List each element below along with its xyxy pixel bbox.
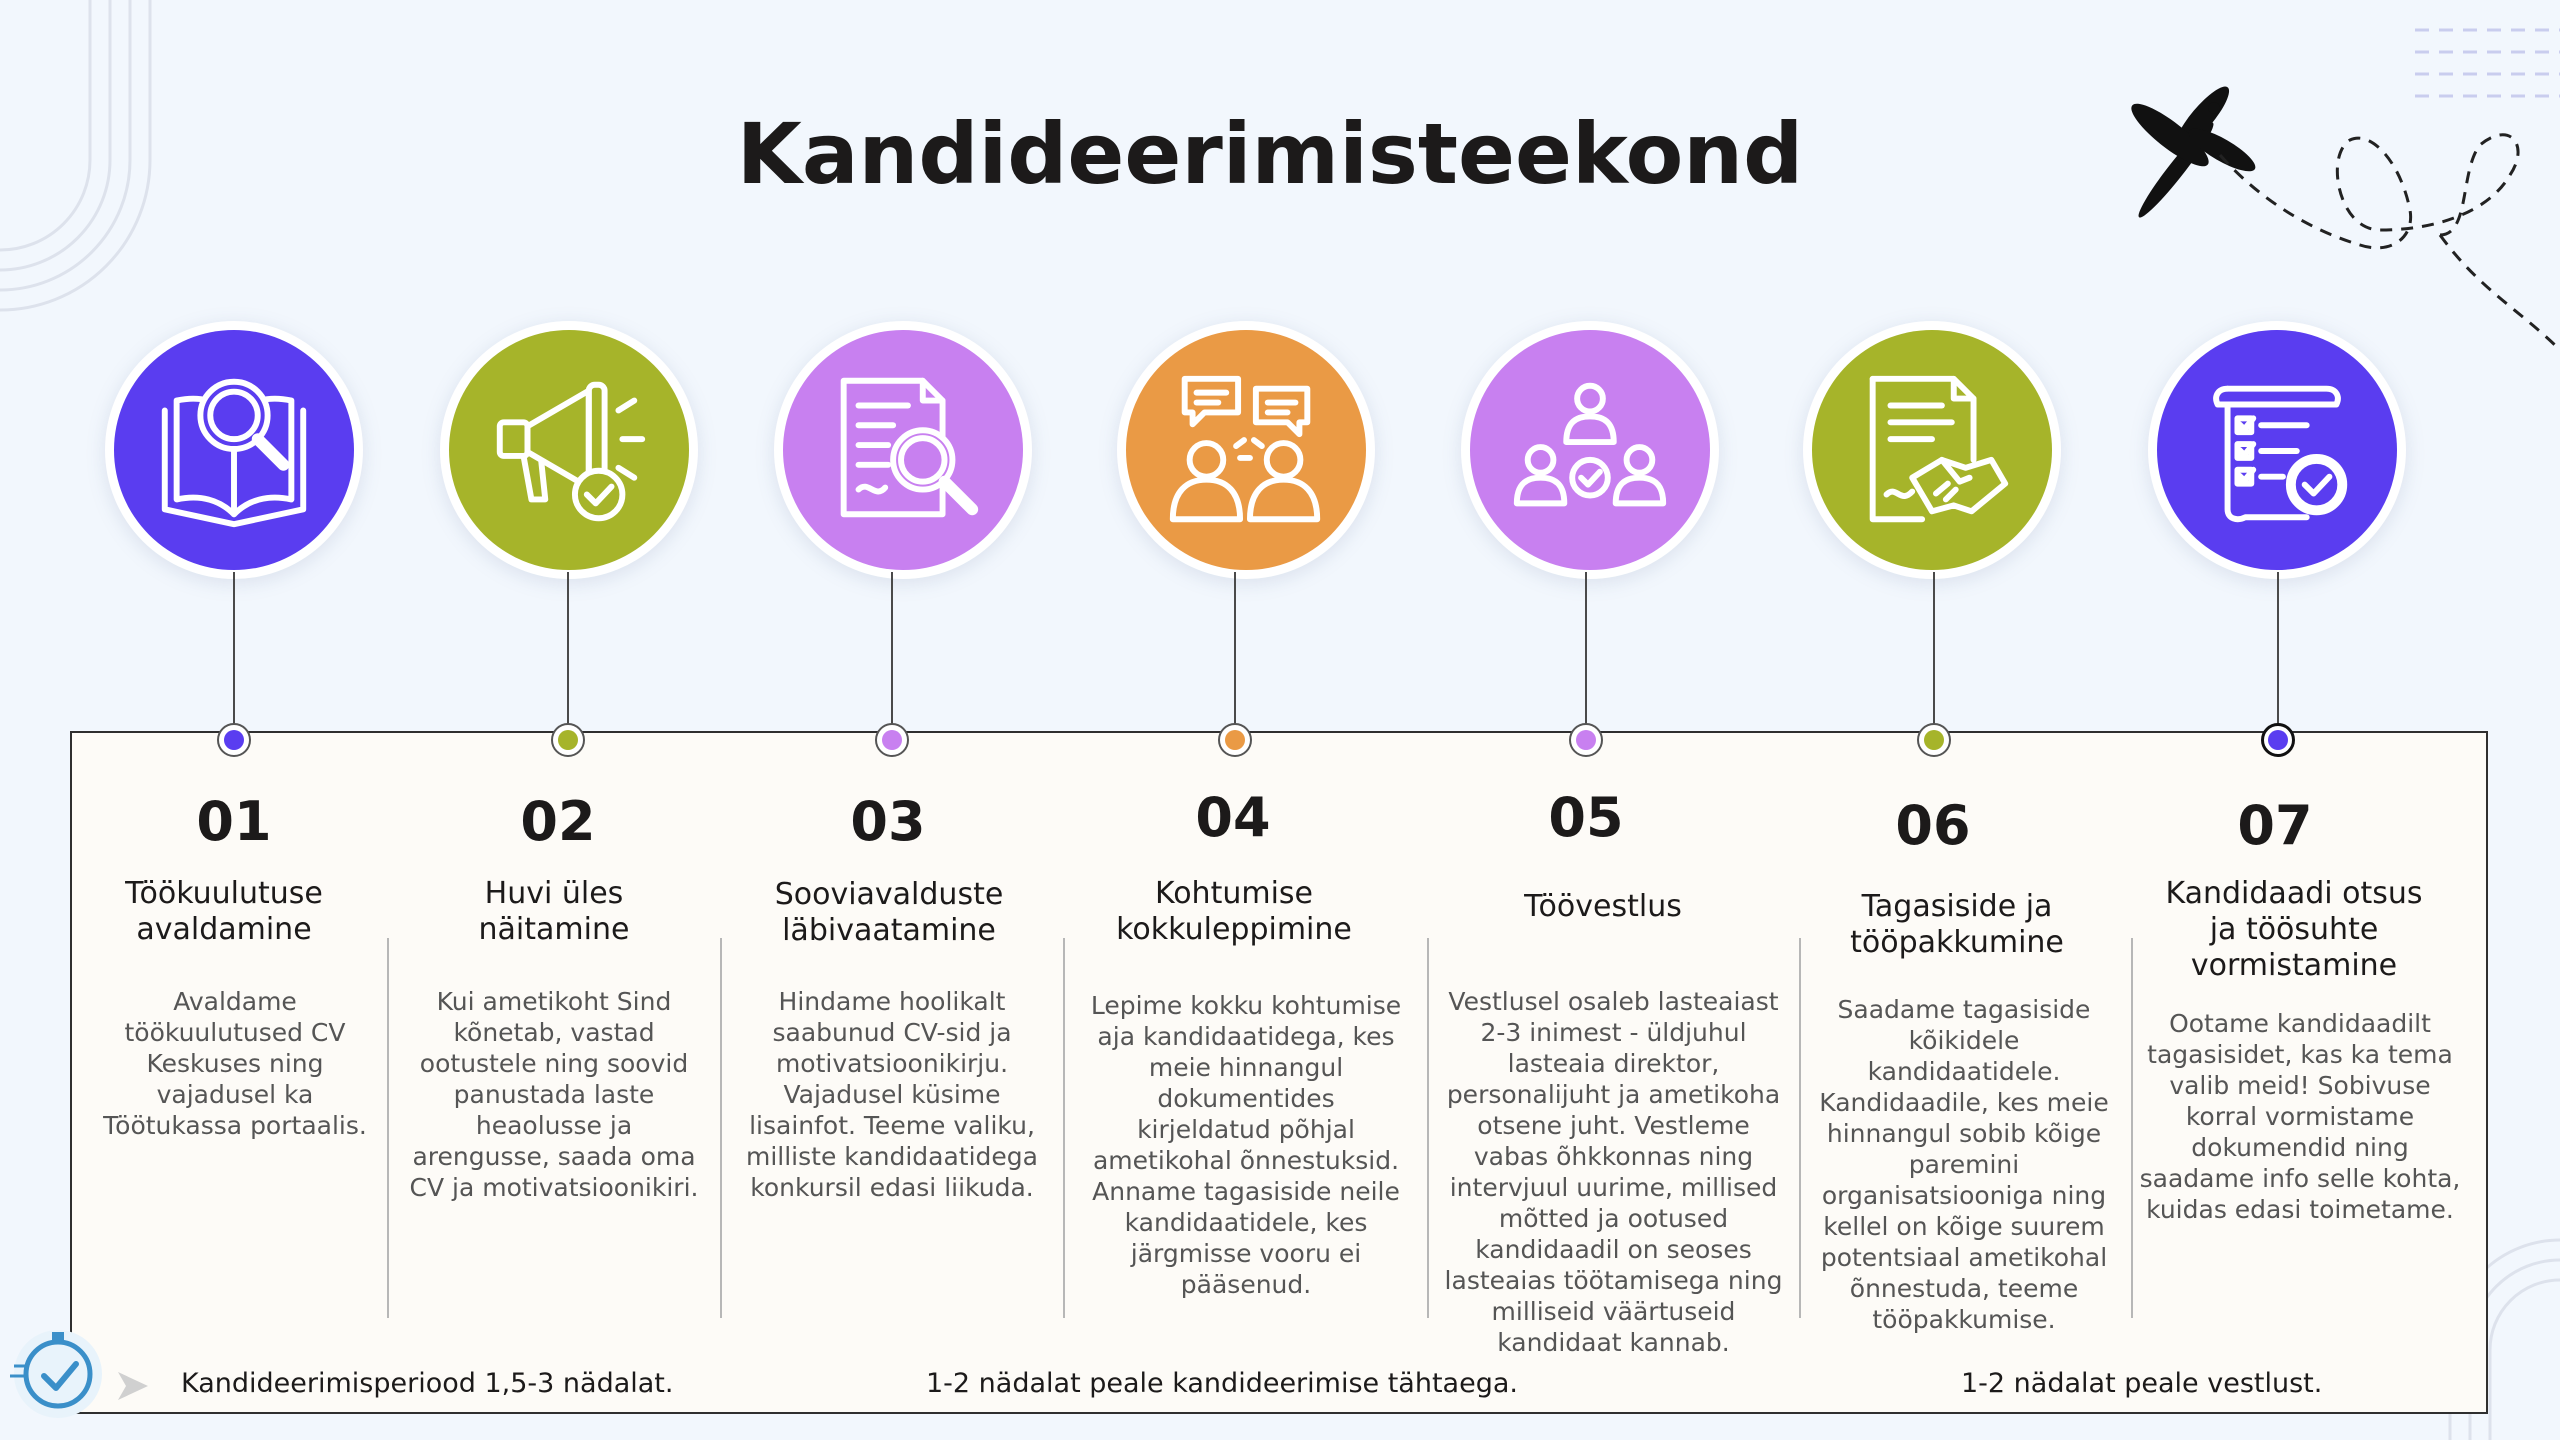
step-5-description: Vestlusel osaleb lasteaiast 2-3 inimest - üldjuhul lasteaia direktor, personalijuht ja ametikoha otsene juht. Vestleme vabas õhkkonnas ning intervjuul uurime, millised mõtted ja ootused kandidaadil on seoses lasteaias töötamisega ning milliseid väärtuseid kandidaat kannab. bbox=[1444, 987, 1783, 1357]
step-1-marker bbox=[217, 723, 251, 757]
conversation-icon bbox=[1157, 361, 1335, 539]
footer-period-text: Kandideerimisperiood 1,5-3 nädalat. bbox=[181, 1368, 674, 1399]
step-5-title: Töövestlus bbox=[1524, 889, 1682, 924]
step-4-number: 04 bbox=[1195, 786, 1271, 849]
step-3-connector bbox=[891, 572, 893, 738]
step-7-title: Kandidaadi otsus ja töösuhte vormistamine bbox=[2165, 876, 2423, 983]
step-6-connector bbox=[1933, 572, 1935, 738]
step-4-connector bbox=[1234, 572, 1236, 738]
column-divider bbox=[1427, 938, 1429, 1318]
contract-handshake-icon bbox=[1843, 361, 2021, 539]
step-6-marker bbox=[1917, 723, 1951, 757]
step-5-number: 05 bbox=[1548, 786, 1624, 849]
step-7-description: Ootame kandidaadilt tagasisidet, kas ka tema valib meid! Sobivuse korral vormistame dokumendid ning saadame info selle kohta, kuidas edasi toimetame. bbox=[2139, 1009, 2461, 1224]
footer-deadline-text: 1-2 nädalat peale kandideerimise tähtaega. bbox=[926, 1368, 1518, 1399]
step-2-description: Kui ametikoht Sind kõnetab, vastad ootustele ning soovid panustada laste heaolusse ja arengusse, saada oma CV ja motivatsioonikiri. bbox=[409, 987, 699, 1202]
megaphone-check-icon bbox=[480, 361, 658, 539]
column-divider bbox=[1063, 938, 1065, 1318]
checklist-scroll-icon bbox=[2188, 361, 2366, 539]
step-2-connector bbox=[567, 572, 569, 738]
step-6-number: 06 bbox=[1895, 794, 1971, 857]
step-3-title: Sooviavalduste läbivaatamine bbox=[774, 877, 1004, 948]
step-3-description: Hindame hoolikalt saabunud CV-sid ja motivatsioonikirju. Vajadusel küsime lisainfot. Teeme valiku, milliste kandidaatidega konkursil edasi liikuda. bbox=[745, 987, 1038, 1202]
step-6-title: Tagasiside ja tööpakkumine bbox=[1850, 889, 2064, 960]
step-5-marker bbox=[1569, 723, 1603, 757]
step-1-connector bbox=[233, 572, 235, 738]
column-divider bbox=[720, 938, 722, 1318]
step-6-icon-circle bbox=[1812, 330, 2052, 570]
step-1-number: 01 bbox=[196, 790, 272, 853]
step-1-description: Avaldame töökuulutused CV Keskuses ning vajadusel ka Töötukassa portaalis. bbox=[103, 987, 367, 1140]
stopwatch-check-icon bbox=[6, 1322, 106, 1422]
step-5-icon-circle bbox=[1470, 330, 1710, 570]
team-check-icon bbox=[1501, 361, 1679, 539]
step-2-marker bbox=[551, 723, 585, 757]
step-7-connector bbox=[2277, 572, 2279, 738]
step-2-icon-circle bbox=[449, 330, 689, 570]
column-divider bbox=[2131, 938, 2133, 1318]
step-1-title: Töökuulutuse avaldamine bbox=[125, 876, 323, 947]
step-7-marker bbox=[2261, 723, 2295, 757]
step-3-marker bbox=[875, 723, 909, 757]
step-7-number: 07 bbox=[2237, 794, 2313, 857]
arrow-right-icon bbox=[116, 1370, 150, 1402]
step-4-icon-circle bbox=[1126, 330, 1366, 570]
document-search-icon bbox=[814, 361, 992, 539]
step-3-icon-circle bbox=[783, 330, 1023, 570]
step-2-number: 02 bbox=[520, 790, 596, 853]
step-2-title: Huvi üles näitamine bbox=[478, 876, 630, 947]
step-4-description: Lepime kokku kohtumise aja kandidaatidega, kes meie hinnangul dokumentides kirjeldatud põhjal ametikohal õnnestuksid. Anname tagasiside neile kandidaatidele, kes järgmisse vooru ei pääsenud. bbox=[1090, 991, 1402, 1299]
step-5-connector bbox=[1585, 572, 1587, 738]
step-4-title: Kohtumise kokkuleppimine bbox=[1116, 876, 1352, 947]
footer-interview-text: 1-2 nädalat peale vestlust. bbox=[1961, 1368, 2323, 1399]
step-4-marker bbox=[1218, 723, 1252, 757]
step-3-number: 03 bbox=[850, 790, 926, 853]
step-7-icon-circle bbox=[2157, 330, 2397, 570]
page-title: Kandideerimisteekond bbox=[736, 105, 1804, 203]
step-6-description: Saadame tagasiside kõikidele kandidaatidele. Kandidaadile, kes meie hinnangul sobib kõige paremini organisatsiooniga ning kellel on kõige suurem potentsiaal ametikohal õnnestuda, teeme tööpakkumise. bbox=[1819, 995, 2109, 1334]
book-magnifier-icon bbox=[145, 361, 323, 539]
step-1-icon-circle bbox=[114, 330, 354, 570]
